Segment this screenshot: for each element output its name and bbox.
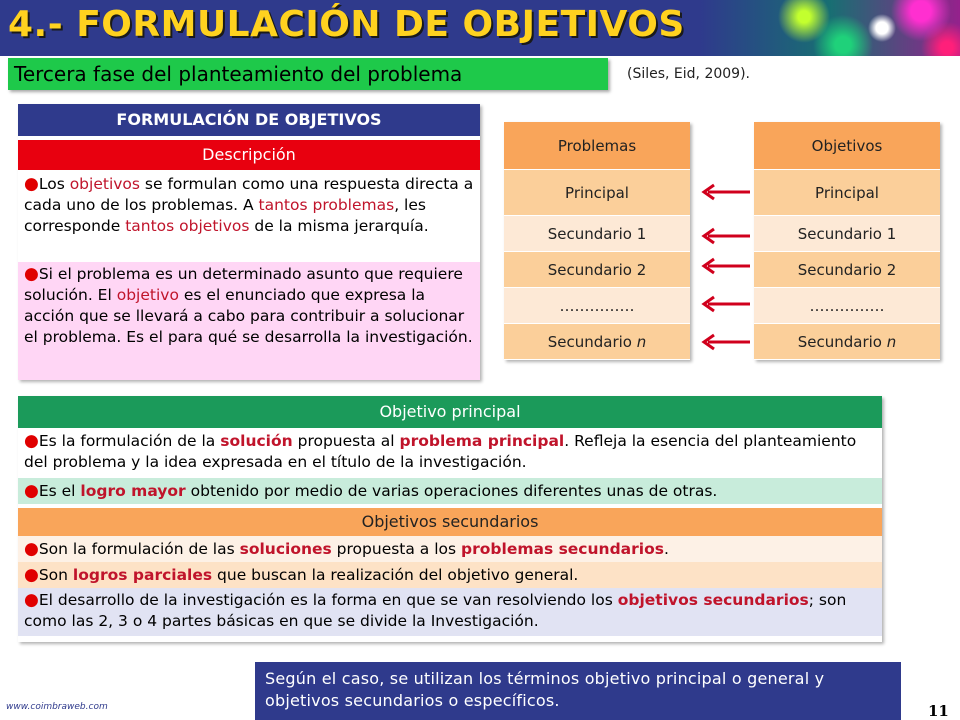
left-arrow-icon bbox=[700, 226, 752, 246]
problems-row: Secundario 2 bbox=[504, 252, 690, 288]
problems-row: …………… bbox=[504, 288, 690, 324]
problems-row: Secundario n bbox=[504, 324, 690, 360]
formulation-header: FORMULACIÓN DE OBJETIVOS bbox=[18, 104, 480, 136]
bullet-icon: ● bbox=[24, 264, 39, 284]
bullet-icon: ● bbox=[24, 481, 39, 501]
bullet-icon: ● bbox=[24, 174, 39, 194]
formulation-panel bbox=[18, 104, 480, 380]
footer-note: Según el caso, se utilizan los términos objetivo principal o general y objetivos secundarios o específicos. bbox=[255, 662, 901, 720]
objectives-row: …………… bbox=[754, 288, 940, 324]
main-objective-bullet-1: ●Es la formulación de la solución propuesta al problema principal. Refleja la esencia del planteamiento del problema y la idea expresada en el título de la investigación. bbox=[24, 431, 857, 471]
objectives-row: Principal bbox=[754, 170, 940, 216]
bullet-icon: ● bbox=[24, 431, 39, 451]
decorative-graphic bbox=[700, 0, 960, 56]
problems-row: Secundario 1 bbox=[504, 216, 690, 252]
main-objective-bullet-2: ●Es el logro mayor obtenido por medio de varias operaciones diferentes unas de otras. bbox=[18, 478, 882, 504]
left-arrow-icon bbox=[700, 182, 752, 202]
problems-row: Principal bbox=[504, 170, 690, 216]
subtitle-banner: Tercera fase del planteamiento del problema bbox=[8, 58, 608, 90]
objectives-row: Secundario 2 bbox=[754, 252, 940, 288]
description-paragraph-2: ●Si el problema es un determinado asunto que requiere solución. El objetivo es el enunciado que expresa la acción que se llevará a cabo para contribuir a solucionar el problema. Es el para qué se desarrolla la investigación. bbox=[18, 262, 480, 380]
secondary-objectives-header: Objetivos secundarios bbox=[18, 508, 882, 536]
citation: (Siles, Eid, 2009). bbox=[627, 66, 750, 82]
main-objective-header: Objetivo principal bbox=[18, 396, 882, 428]
secondary-objectives-bullet-3: ●El desarrollo de la investigación es la forma en que se van resolviendo los objetivos secundarios; son como las 2, 3 o 4 partes básicas en que se divide la Investigación. bbox=[18, 588, 882, 636]
title-bar bbox=[0, 0, 960, 56]
left-arrow-icon bbox=[700, 294, 752, 314]
page-number: 11 bbox=[928, 702, 949, 720]
left-arrow-icon bbox=[700, 332, 752, 352]
description-header: Descripción bbox=[18, 140, 480, 170]
bullet-icon: ● bbox=[24, 565, 39, 585]
objectives-detail-panel bbox=[18, 396, 882, 642]
website-link[interactable]: www.coimbraweb.com bbox=[6, 702, 108, 712]
secondary-objectives-bullet-1: ●Son la formulación de las soluciones propuesta a los problemas secundarios. bbox=[18, 536, 882, 562]
secondary-objectives-bullet-2: ●Son logros parciales que buscan la realización del objetivo general. bbox=[18, 562, 882, 588]
objectives-header: Objetivos bbox=[754, 122, 940, 170]
bullet-icon: ● bbox=[24, 539, 39, 559]
problems-header: Problemas bbox=[504, 122, 690, 170]
left-arrow-icon bbox=[700, 256, 752, 276]
description-paragraph-1: ●Los objetivos se formulan como una respuesta directa a cada uno de los problemas. A tantos problemas, les corresponde tantos objetivos de la misma jerarquía. bbox=[24, 174, 474, 235]
bullet-icon: ● bbox=[24, 590, 39, 610]
objectives-row: Secundario n bbox=[754, 324, 940, 360]
objectives-row: Secundario 1 bbox=[754, 216, 940, 252]
slide-title: 4.- FORMULACIÓN DE OBJETIVOS bbox=[8, 4, 685, 45]
objectives-table bbox=[754, 122, 940, 360]
problems-table bbox=[504, 122, 690, 360]
